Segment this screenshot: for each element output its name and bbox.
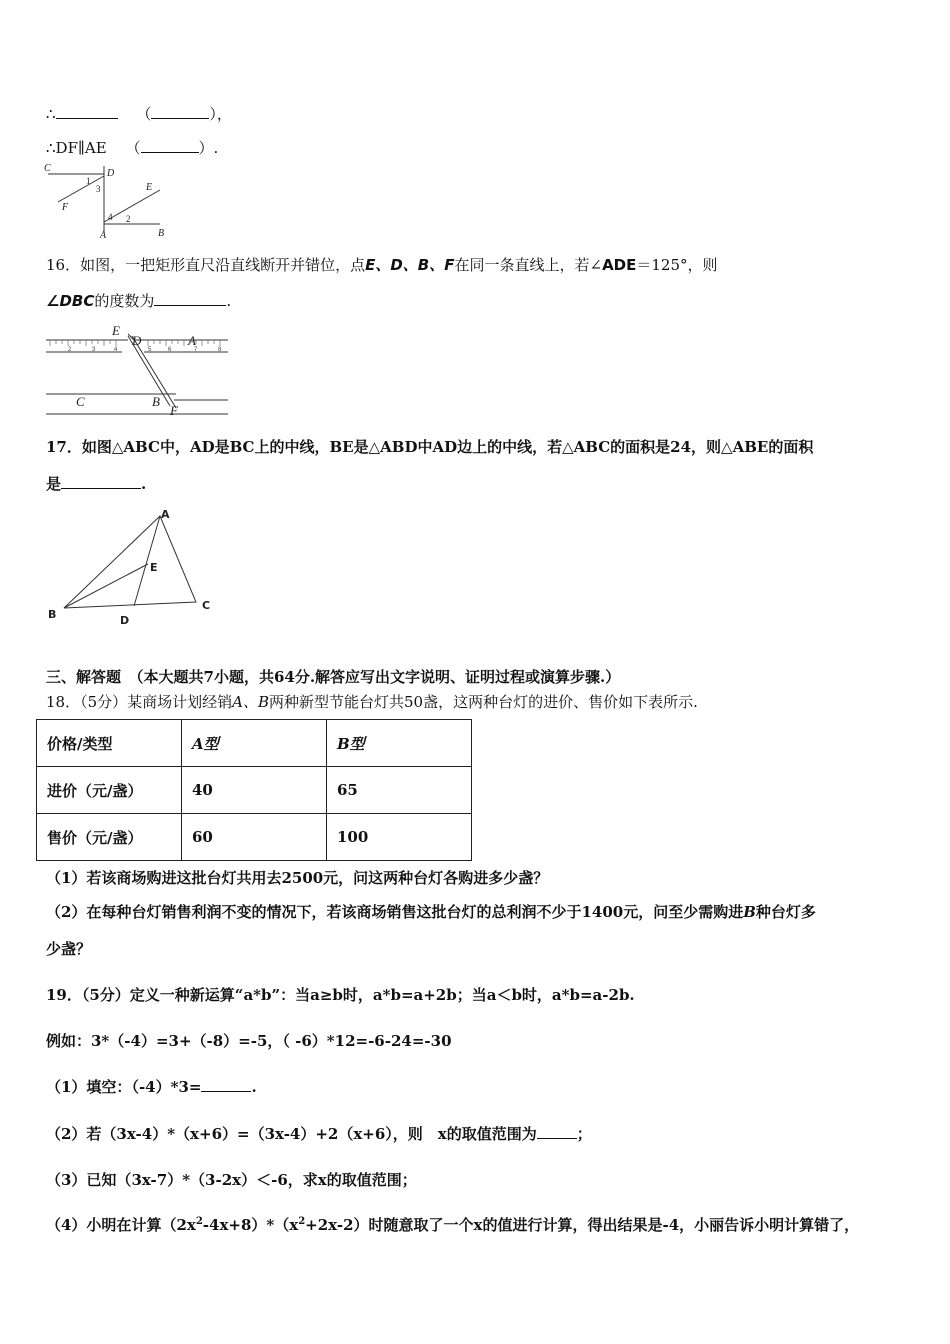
label-1: 1 — [86, 176, 91, 186]
answer-blank — [61, 474, 141, 489]
q18-intro: 18．（5分）某商场计划经销A、B两种新型节能台灯共50盏，这两种台灯的进价、售价如下表所示. — [46, 693, 698, 711]
q17-line-2: 是 . — [46, 475, 147, 493]
tick-label: 2 — [68, 347, 72, 353]
table-row — [37, 814, 472, 861]
answer-blank — [537, 1124, 577, 1139]
table-cell: 60 — [182, 814, 327, 861]
table-cell: 售价（元/盏） — [37, 814, 182, 861]
q19-part-2: （2）若（3x-4）*（x+6）=（3x-4）+2（x+6），则 x的取值范围为 ； — [46, 1125, 592, 1143]
price-table — [36, 719, 472, 861]
label-B: B — [152, 394, 160, 409]
label-D: D — [120, 614, 130, 627]
blank — [56, 104, 118, 119]
label-F: F — [170, 403, 178, 418]
tick-label: 3 — [92, 347, 96, 353]
proof-line-1: ∴ （ ）， — [46, 105, 232, 123]
q19-part-4: （4）小明在计算$(2x^2-4x+8)*(x^2+2x-2)$时随意取了一个x的值进行计算，得出结果是-4，小丽告诉小明计算错了， — [46, 1216, 860, 1234]
figure-triangle — [44, 506, 224, 632]
label-D: D — [132, 333, 142, 348]
answer-blank — [201, 1077, 251, 1092]
label-2: 2 — [126, 214, 131, 224]
label-D: D — [107, 168, 115, 179]
tick-label: 7 — [194, 347, 198, 353]
label-C: C — [76, 394, 85, 409]
table-cell: 进价（元/盏） — [37, 767, 182, 814]
tick-label: 6 — [168, 347, 172, 353]
table-cell: 65 — [327, 767, 472, 814]
q17-line-1: 17．如图△ABC中，AD是BC上的中线，BE是△ABD中AD边上的中线，若△ABC的面积是24，则△ABE的面积 — [46, 438, 814, 456]
q16-line-2: ∠DBC的度数为 . — [46, 292, 232, 310]
table-header-row — [37, 720, 472, 767]
label-C: C — [202, 599, 211, 612]
q19-intro: 19．（5分）定义一种新运算“a*b”：当a≥b时，a*b=a+2b；当a＜b时，a*b=a-2b. — [46, 986, 635, 1004]
figure-parallel-lines — [40, 162, 170, 240]
label-A: A — [161, 508, 170, 521]
proof-line-2: ∴DF∥AE （ ）. — [46, 139, 219, 157]
figure-ruler — [44, 322, 234, 418]
label-E: E — [150, 561, 158, 574]
q19-part-3: （3）已知（3x-7）*（3-2x）＜-6，求x的取值范围； — [46, 1171, 417, 1189]
answer-blank — [154, 291, 226, 306]
label-A: A — [188, 333, 196, 348]
q16-line-1: 16．如图，一把矩形直尺沿直线断开并错位，点E、D、B、F在同一条直线上，若∠ADE＝125°，则 — [46, 256, 718, 274]
label-E: E — [112, 323, 120, 338]
q18-part-2-cont: 少盏？ — [46, 940, 92, 958]
table-header: A型 — [182, 720, 327, 767]
q19-example: 例如：3*（-4）=3+（-8）=-5，（ -6）*12=-6-24=-30 — [46, 1032, 452, 1050]
table-header: B型 — [327, 720, 472, 767]
q19-part-1: （1）填空：（-4）*3= . — [46, 1078, 257, 1096]
label-B: B — [48, 608, 57, 621]
blank — [141, 138, 199, 153]
label-3: 3 — [96, 184, 101, 194]
section-title: 三、解答题 （本大题共7小题，共64分.解答应写出文字说明、证明过程或演算步骤.） — [46, 668, 621, 686]
label-B: B — [158, 228, 165, 239]
q18-part-2: （2）在每种台灯销售利润不变的情况下，若该商场销售这批台灯的总利润不少于1400元，问至少需购进B种台灯多 — [46, 903, 816, 921]
label-F: F — [62, 202, 69, 213]
table-row — [37, 767, 472, 814]
triangle-abc — [64, 516, 196, 608]
tick-label: 8 — [218, 347, 222, 353]
tick-label: 5 — [148, 347, 152, 353]
blank — [151, 104, 209, 119]
table-header: 价格/类型 — [37, 720, 182, 767]
label-4: 4 — [108, 212, 113, 222]
label-A: A — [100, 230, 107, 240]
tick-label: 4 — [114, 347, 118, 353]
table-cell: 40 — [182, 767, 327, 814]
label-E: E — [146, 182, 153, 193]
q18-part-1: （1）若该商场购进这批台灯共用去2500元，问这两种台灯各购进多少盏？ — [46, 869, 549, 887]
label-C: C — [44, 163, 51, 174]
table-cell: 100 — [327, 814, 472, 861]
